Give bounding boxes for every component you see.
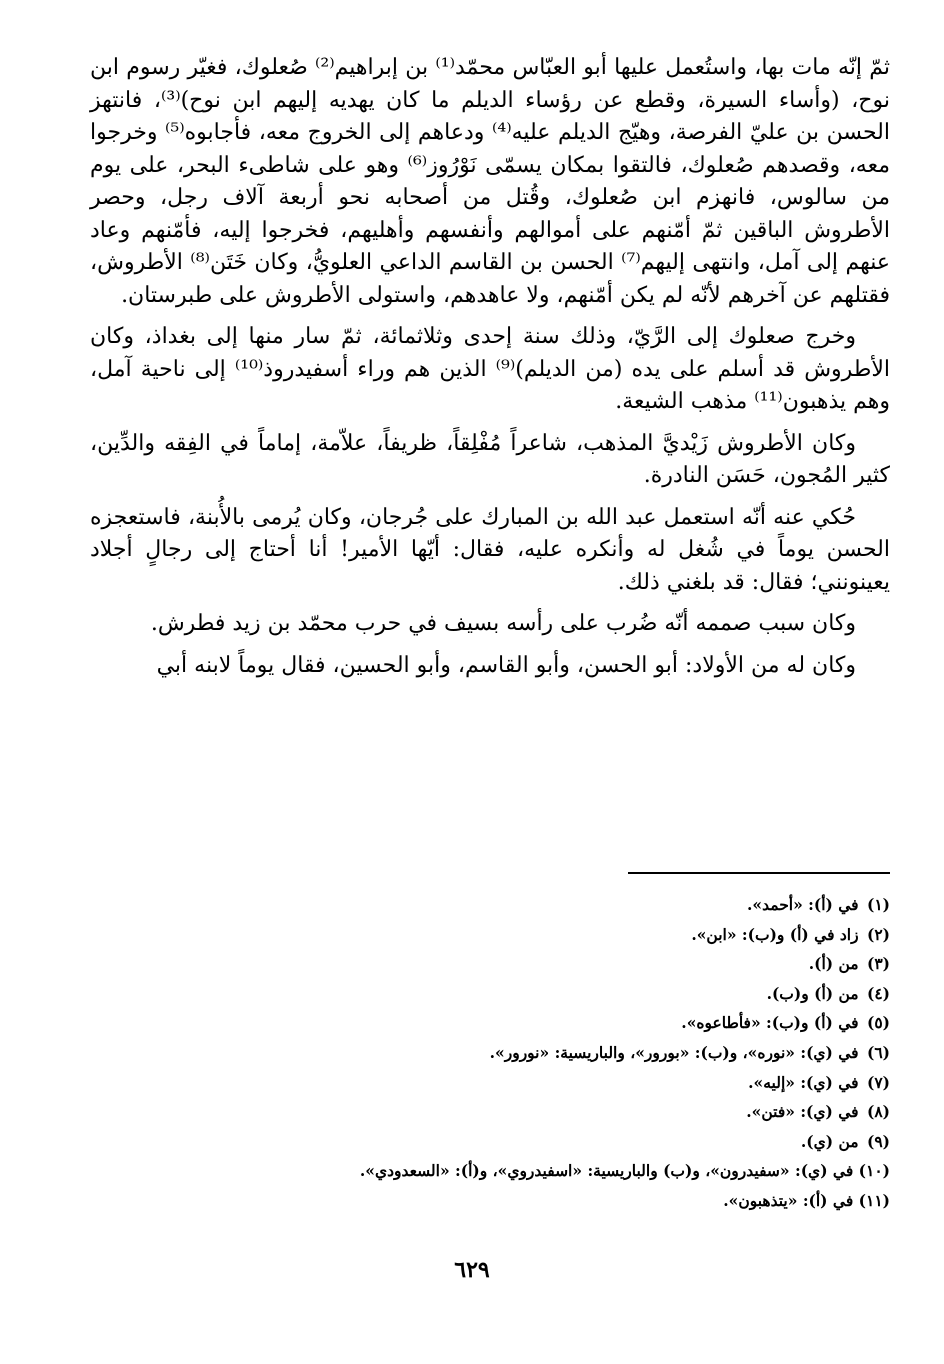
paragraph-2: وخرج صعلوك إلى الرَّيّ، وذلك سنة إحدى وثلاثمائة، ثمّ سار منها إلى بغداذ، وكان الأطروش قد أسلم على يده (من الديلم)⁽⁹⁾ الذين هم وراء أسفيدروذ⁽¹⁰⁾ إلى ناحية آمل، وهم يذهبون⁽¹¹⁾ مذهب الشيعة.: [90, 324, 890, 414]
footnote-11: [90, 1186, 890, 1216]
footnote-10: [90, 1156, 890, 1186]
footnote-number: (١٠): [858, 1161, 890, 1181]
footnote-number: (٣): [866, 954, 890, 974]
footnote-text: في (ي): «نوره»، و(ب): «بورور»، والباريسية: «نورور».: [489, 1042, 859, 1062]
footnote-text: من (أ).: [808, 954, 859, 974]
paragraph-1: ثمّ إنّه مات بها، واستُعمل عليها أبو العبّاس محمّد⁽¹⁾ بن إبراهيم⁽²⁾ صُعلوك، فغيّر رسوم ابن نوح، (وأساء السيرة، وقطع عن رؤساء الديلم ما كان يهديه إليهم ابن نوح)⁽³⁾، فانتهز الحسن بن عليّ الفرصة، وهيّج الديلم عليه⁽⁴⁾ ودعاهم إلى الخروج معه، فأجابوه⁽⁵⁾ وخرجوا معه، وقصدهم صُعلوك، فالتقوا بمكان يسمّى نَوْرُوز⁽⁶⁾ وهو على شاطىء البحر، على يوم من سالوس، فانهزم ابن صُعلوك، وقُتل من أصحابه نحو أربعة آلاف رجل، وحصر الأطروش الباقين ثمّ أمّنهم على أموالهم وأنفسهم وأهليهم، فخرجوا إليه، فأمّنهم وعاد عنهم إلى آمل، وانتهى إليهم⁽⁷⁾ الحسن بن القاسم الداعي العلويُّ، وكان خَتَن⁽⁸⁾ الأطروش، فقتلهم عن آخرهم لأنّه لم يكن أمّنهم، ولا عاهدهم، واستولى الأطروش على طبرستان.: [90, 55, 891, 308]
footnote-4: [90, 979, 890, 1009]
footnote-9: [90, 1127, 890, 1157]
footnote-text: في (أ): «أحمد».: [747, 895, 859, 914]
main-text: [90, 52, 890, 682]
footnote-text: في (ي): «سفيدرون»، و(ب) والباريسية: «اسفيدروي»، و(أ): «السعدودي».: [359, 1161, 854, 1181]
footnote-number: (٢): [866, 924, 890, 944]
footnote-5: [90, 1008, 890, 1038]
footnote-number: (٥): [866, 1013, 890, 1033]
paragraph-4: حُكي عنه أنّه استعمل عبد الله بن المبارك على جُرجان، وكان يُرمى بالأُبنة، فاستعجزه الحسن يوماً في شُغل له وأنكره عليه، فقال: أيّها الأمير! أنا أحتاج إلى رجالٍ أجلاد يعينونني؛ فقال: قد بلغني ذلك.: [90, 504, 890, 595]
footnote-number: (٤): [866, 983, 890, 1003]
footnote-text: في (ي): «إليه».: [748, 1072, 859, 1092]
footnote-text: في (أ) و(ب): «فأطاعوه».: [681, 1013, 859, 1033]
footnote-text: في (أ): «يتذهبون».: [723, 1190, 854, 1210]
page-number: ٦٢٩: [454, 1257, 490, 1283]
footnote-separator: [628, 872, 890, 874]
footnote-8: [90, 1097, 890, 1127]
paragraph-5: وكان سبب صممه أنّه ضُرب على رأسه بسيف في حرب محمّد بن زيد فطرش.: [150, 611, 856, 636]
footnote-1: [90, 890, 890, 920]
footnote-number: (٦): [866, 1042, 890, 1062]
footnote-text: زاد في (أ) و(ب): «ابن».: [691, 924, 859, 944]
footnote-2: [90, 920, 890, 950]
footnote-number: (٩): [866, 1131, 890, 1151]
paragraph-6: وكان له من الأولاد: أبو الحسن، وأبو القاسم، وأبو الحسين، فقال يوماً لابنه أبي: [156, 652, 856, 678]
paragraph-3: وكان الأطروش زَيْديَّ المذهب، شاعراً مُفْلِقاً، ظريفاً، علاّمة، إماماً في الفِقه والدِّين، كثير المُجون، حَسَن النادرة.: [90, 430, 890, 488]
footnote-6: [90, 1038, 890, 1068]
footnote-text: من (أ) و(ب).: [766, 983, 859, 1003]
footnote-number: (٧): [866, 1072, 890, 1092]
footnote-3: [90, 949, 890, 979]
footnote-number: (٨): [866, 1102, 890, 1122]
footnote-number: (١١): [858, 1190, 890, 1210]
footnote-7: [90, 1068, 890, 1098]
footnote-text: من (ي).: [800, 1131, 859, 1151]
footnotes: [90, 890, 890, 1216]
footnote-text: في (ي): «فتن».: [746, 1102, 859, 1122]
footnote-number: (١): [866, 895, 890, 914]
